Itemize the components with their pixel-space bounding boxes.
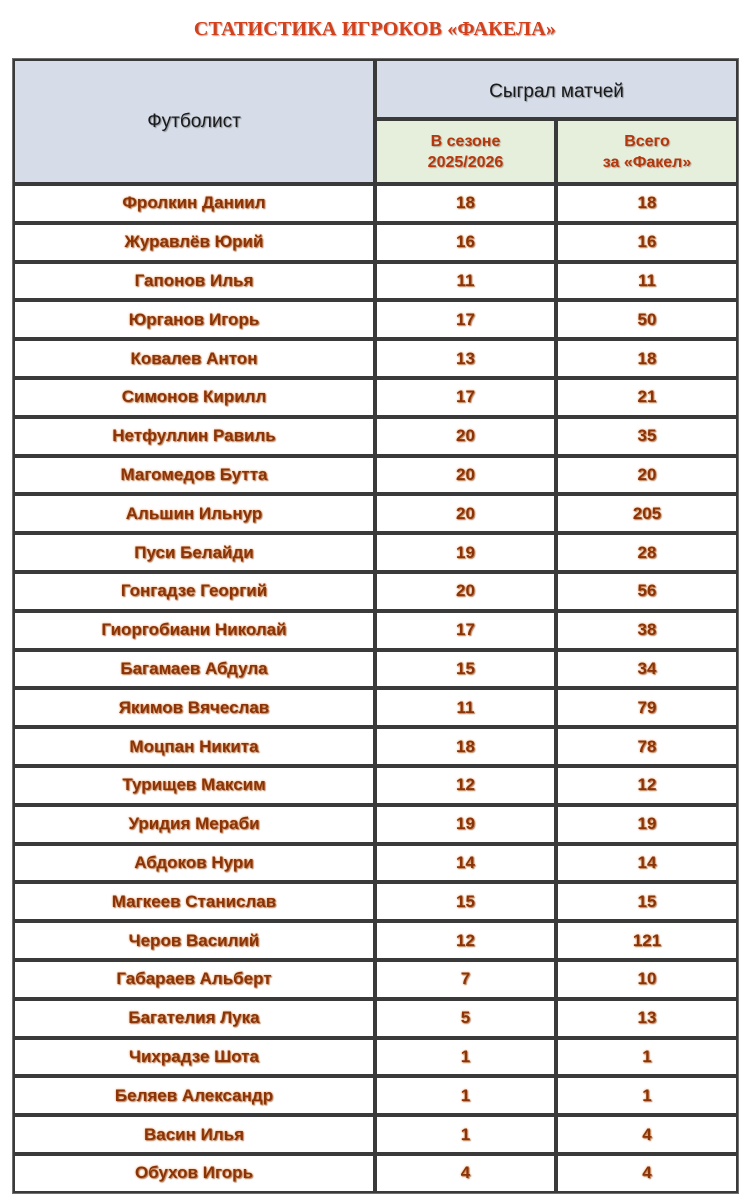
player-name: Габараев Альберт (13, 960, 375, 999)
player-name: Гапонов Илья (13, 262, 375, 301)
table-row (13, 456, 738, 495)
table-row (13, 184, 738, 223)
total-matches: 121 (556, 921, 738, 960)
total-matches: 79 (556, 688, 738, 727)
total-matches: 56 (556, 572, 738, 611)
season-matches: 1 (375, 1038, 556, 1077)
player-name: Якимов Вячеслав (13, 688, 375, 727)
season-matches: 1 (375, 1076, 556, 1115)
season-matches: 12 (375, 766, 556, 805)
total-matches: 35 (556, 417, 738, 456)
season-matches: 20 (375, 417, 556, 456)
player-name: Пуси Белайди (13, 533, 375, 572)
total-matches: 205 (556, 494, 738, 533)
player-name: Гонгадзе Георгий (13, 572, 375, 611)
season-matches: 19 (375, 805, 556, 844)
header-season-line2: 2025/2026 (427, 153, 504, 171)
player-name: Обухов Игорь (13, 1154, 375, 1193)
table-row (13, 1038, 738, 1077)
table-row (13, 1076, 738, 1115)
table-row (13, 1115, 738, 1154)
header-season-line1: В сезоне (430, 132, 501, 150)
player-name: Турищев Максим (13, 766, 375, 805)
total-matches: 12 (556, 766, 738, 805)
table-row (13, 223, 738, 262)
table-row (13, 727, 738, 766)
total-matches: 21 (556, 378, 738, 417)
season-matches: 20 (375, 494, 556, 533)
player-name: Уридия Мераби (13, 805, 375, 844)
player-name: Багателия Лука (13, 999, 375, 1038)
season-matches: 12 (375, 921, 556, 960)
table-row (13, 921, 738, 960)
player-stats-table (12, 58, 739, 1194)
player-name: Юрганов Игорь (13, 300, 375, 339)
table-row (13, 1154, 738, 1193)
player-name: Васин Илья (13, 1115, 375, 1154)
season-matches: 19 (375, 533, 556, 572)
season-matches: 17 (375, 378, 556, 417)
season-matches: 18 (375, 727, 556, 766)
total-matches: 4 (556, 1154, 738, 1193)
header-player: Футболист (13, 59, 375, 184)
season-matches: 20 (375, 572, 556, 611)
player-name: Журавлёв Юрий (13, 223, 375, 262)
table-row (13, 960, 738, 999)
total-matches: 1 (556, 1038, 738, 1077)
player-name: Нетфуллин Равиль (13, 417, 375, 456)
season-matches: 4 (375, 1154, 556, 1193)
season-matches: 1 (375, 1115, 556, 1154)
header-matches-played: Сыграл матчей (375, 59, 738, 119)
season-matches: 11 (375, 688, 556, 727)
season-matches: 7 (375, 960, 556, 999)
table-row (13, 805, 738, 844)
table-row (13, 844, 738, 883)
player-name: Чихрадзе Шота (13, 1038, 375, 1077)
table-row (13, 882, 738, 921)
player-name: Ковалев Антон (13, 339, 375, 378)
table-row (13, 766, 738, 805)
total-matches: 28 (556, 533, 738, 572)
header-total-line1: Всего (624, 132, 670, 150)
table-row (13, 417, 738, 456)
player-name: Черов Василий (13, 921, 375, 960)
table-row (13, 999, 738, 1038)
total-matches: 11 (556, 262, 738, 301)
total-matches: 20 (556, 456, 738, 495)
player-name: Фролкин Даниил (13, 184, 375, 223)
season-matches: 18 (375, 184, 556, 223)
table-row (13, 611, 738, 650)
total-matches: 19 (556, 805, 738, 844)
player-name: Абдоков Нури (13, 844, 375, 883)
table-row (13, 300, 738, 339)
header-total-line2: за «Факел» (602, 153, 692, 171)
total-matches: 18 (556, 184, 738, 223)
season-matches: 14 (375, 844, 556, 883)
season-matches: 15 (375, 882, 556, 921)
player-name: Симонов Кирилл (13, 378, 375, 417)
player-name: Багамаев Абдула (13, 650, 375, 689)
total-matches: 38 (556, 611, 738, 650)
season-matches: 5 (375, 999, 556, 1038)
season-matches: 15 (375, 650, 556, 689)
header-season (375, 119, 556, 184)
total-matches: 78 (556, 727, 738, 766)
page-title: СТАТИСТИКА ИГРОКОВ «ФАКЕЛА» (193, 18, 557, 40)
player-name: Моцпан Никита (13, 727, 375, 766)
total-matches: 4 (556, 1115, 738, 1154)
header-total (556, 119, 738, 184)
season-matches: 13 (375, 339, 556, 378)
player-name: Беляев Александр (13, 1076, 375, 1115)
season-matches: 17 (375, 300, 556, 339)
player-name: Альшин Ильнур (13, 494, 375, 533)
table-row (13, 339, 738, 378)
total-matches: 18 (556, 339, 738, 378)
total-matches: 34 (556, 650, 738, 689)
player-name: Гиоргобиани Николай (13, 611, 375, 650)
player-rows (13, 184, 738, 1193)
table-row (13, 378, 738, 417)
total-matches: 16 (556, 223, 738, 262)
table-row (13, 533, 738, 572)
total-matches: 13 (556, 999, 738, 1038)
season-matches: 20 (375, 456, 556, 495)
season-matches: 17 (375, 611, 556, 650)
player-name: Магомедов Бутта (13, 456, 375, 495)
total-matches: 15 (556, 882, 738, 921)
table-row (13, 650, 738, 689)
table-row (13, 494, 738, 533)
total-matches: 1 (556, 1076, 738, 1115)
season-matches: 16 (375, 223, 556, 262)
player-name: Магкеев Станислав (13, 882, 375, 921)
total-matches: 10 (556, 960, 738, 999)
table-row (13, 688, 738, 727)
table-row (13, 572, 738, 611)
total-matches: 50 (556, 300, 738, 339)
table-row (13, 262, 738, 301)
season-matches: 11 (375, 262, 556, 301)
total-matches: 14 (556, 844, 738, 883)
